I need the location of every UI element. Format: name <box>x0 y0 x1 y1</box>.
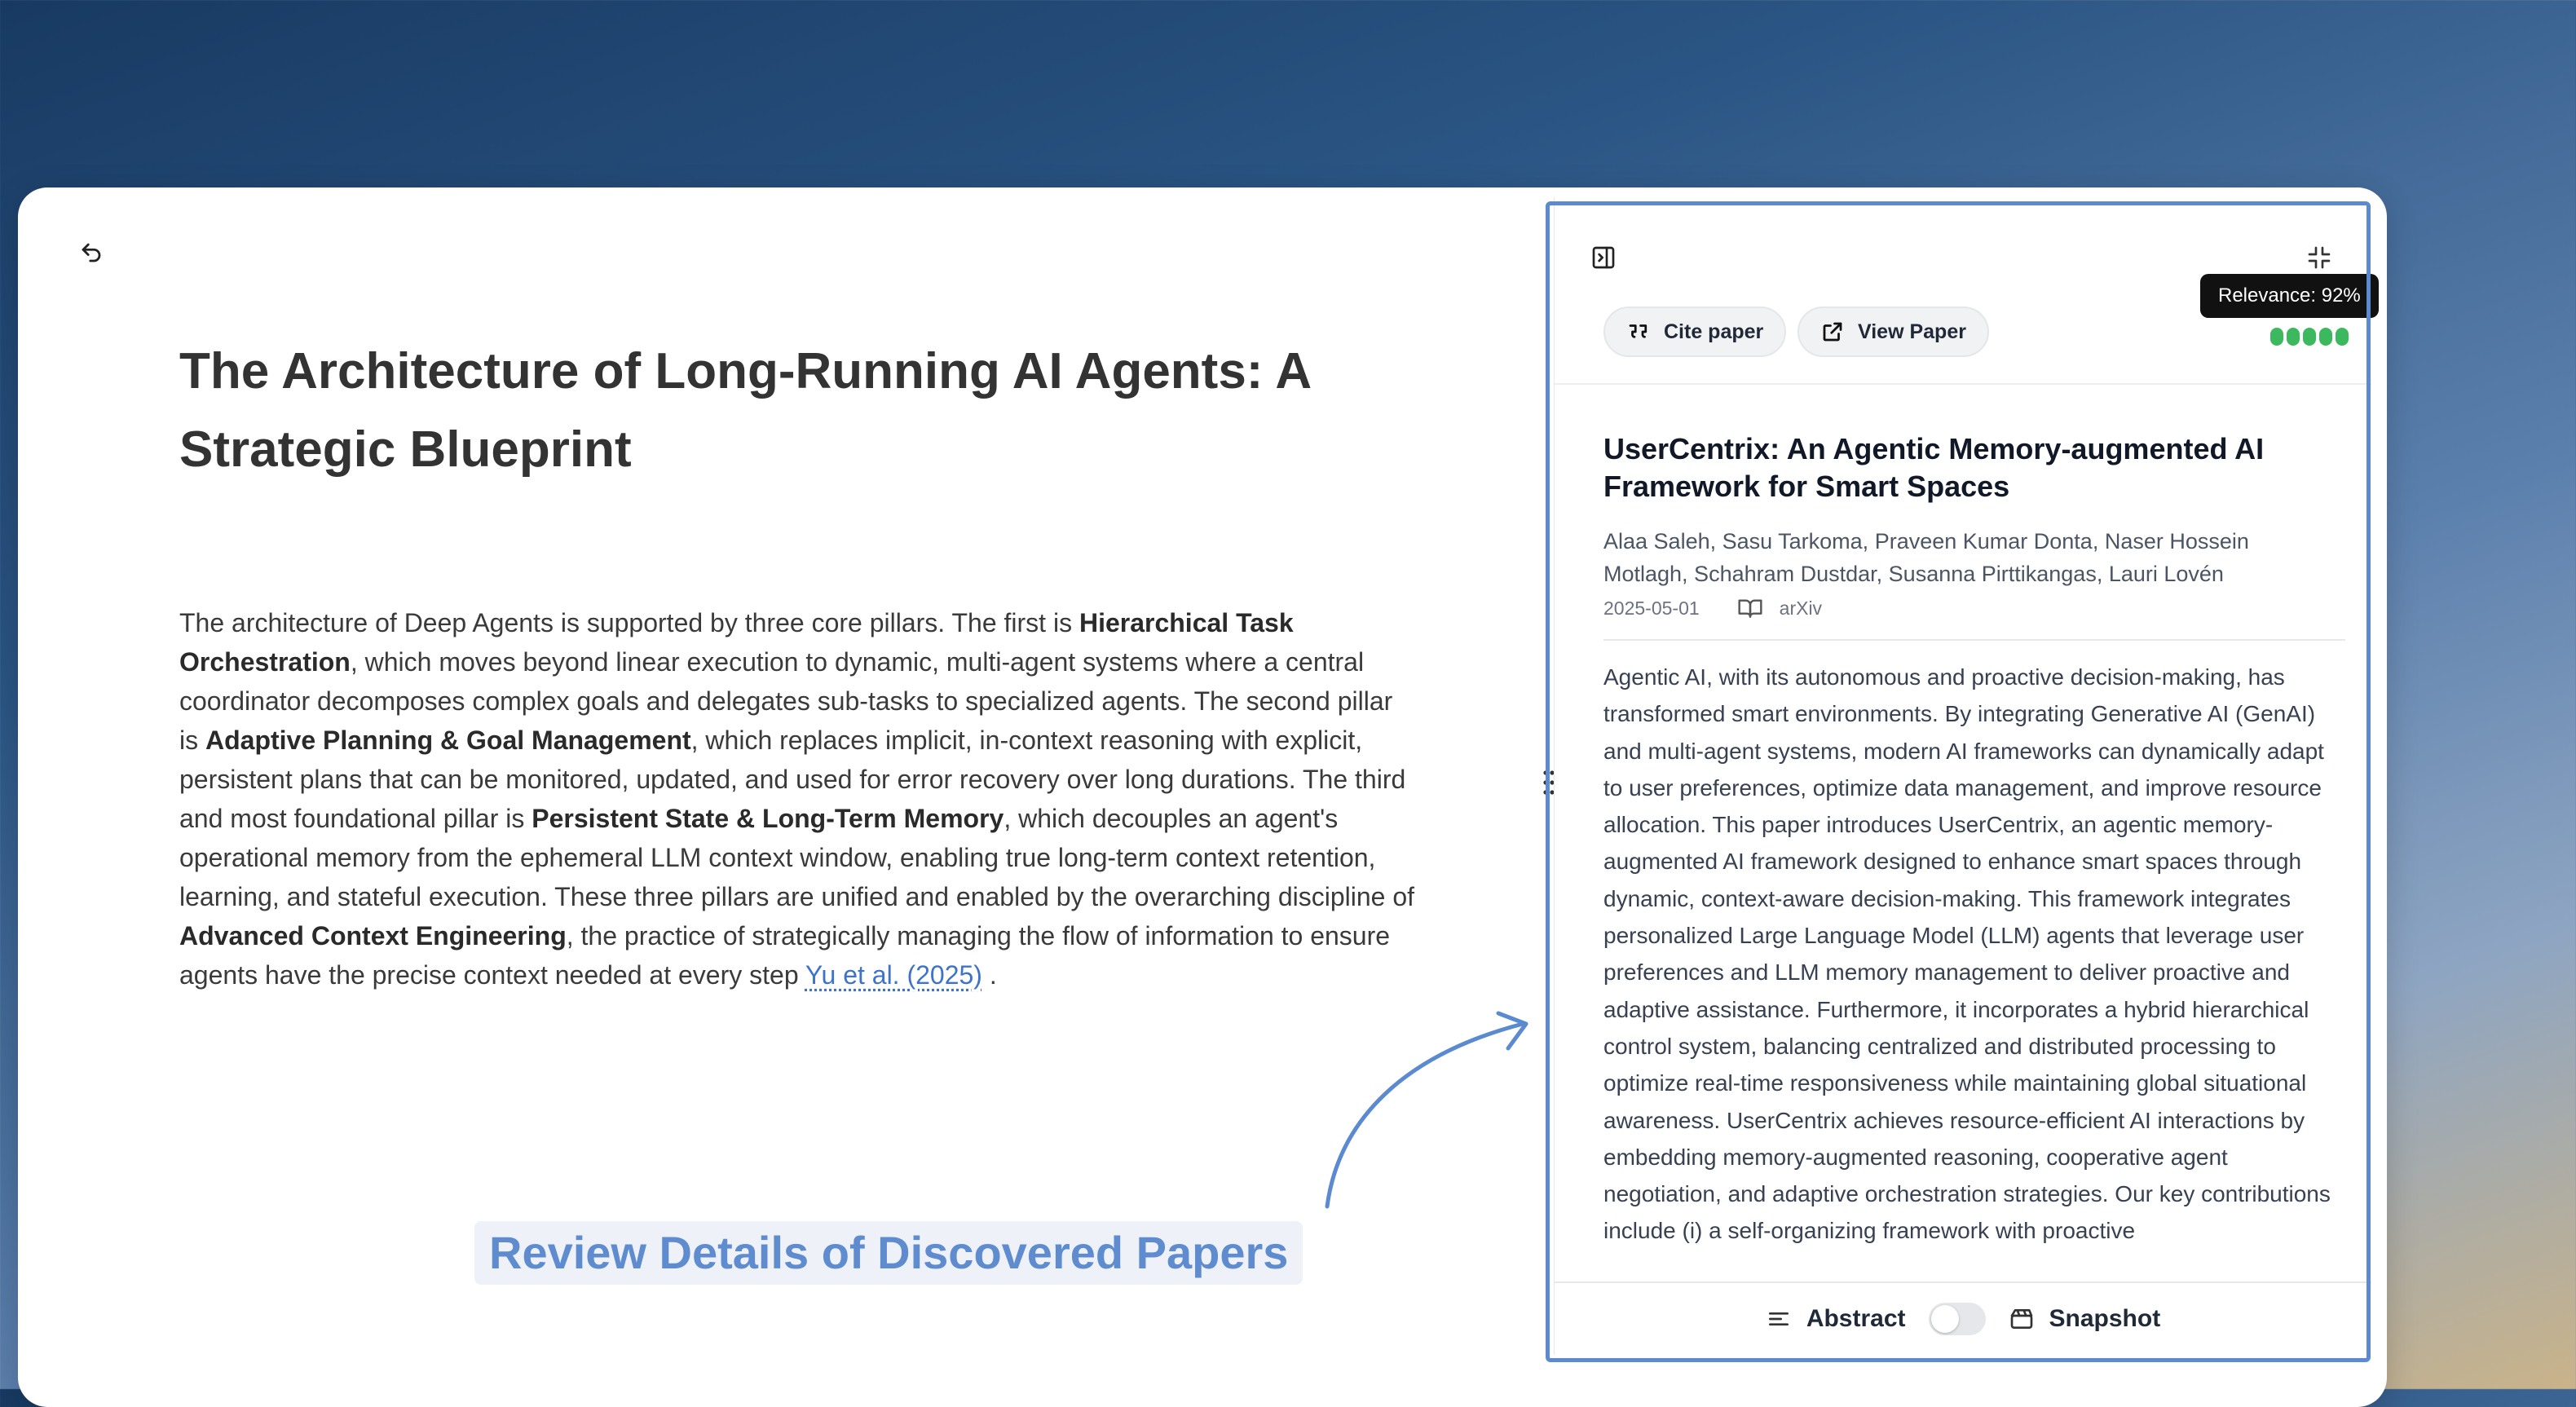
document-paragraph <box>179 603 1418 995</box>
paper-source <box>1737 595 1822 621</box>
view-paper-button[interactable] <box>1797 307 1989 357</box>
cite-paper-label: Cite paper <box>1664 320 1764 343</box>
panel-footer <box>1555 1281 2371 1355</box>
sidebar-collapse-icon <box>1590 245 1617 271</box>
relevance-dot <box>2287 328 2300 346</box>
paper-meta <box>1603 595 1822 621</box>
relevance-tooltip: Relevance: 92% <box>2200 274 2379 318</box>
paragraph-text: The architecture of Deep Agents is supported by three core pillars. The first is <box>179 608 1079 637</box>
divider <box>1555 383 2371 385</box>
abstract-label: Abstract <box>1806 1305 1906 1332</box>
snapshot-view-button[interactable] <box>2009 1305 2161 1333</box>
app-window <box>18 187 2387 1407</box>
relevance-indicator[interactable] <box>2270 328 2349 346</box>
paper-source-label: arXiv <box>1779 597 1823 619</box>
callout-label: Review Details of Discovered Papers <box>474 1221 1303 1285</box>
relevance-dot <box>2336 328 2349 346</box>
paragraph-text: . <box>981 960 997 990</box>
relevance-dot <box>2303 328 2316 346</box>
external-link-icon <box>1820 320 1845 344</box>
callout-arrow-icon <box>1290 1003 1550 1247</box>
paragraph-text: , which replaces implicit, in-context reasoning with explicit, persistent plans that can be monitored, updated, and used for error recovery over long durations. The third and most foundational pillar is <box>179 726 1406 833</box>
paper-abstract: Agentic AI, with its autonomous and proactive decision-making, has transformed smart environments. By integrating Generative AI (GenAI) and multi-agent systems, modern AI frameworks can dynamically adapt to user preferences, optimize data management, and improve resource allocation. This paper introduces UserCentrix, an agentic memory-augmented AI framework designed to enhance smart spaces through dynamic, context-aware decision-making. This framework integrates personalized Large Language Model (LLM) agents that leverage user preferences and LLM memory management to deliver proactive and adaptive assistance. Furthermore, it incorporates a hybrid hierarchical control system, balancing centralized and distributed processing to optimize real-time responsiveness while maintaining global situational awareness. UserCentrix achieves resource-efficient AI interactions by embedding memory-augmented reasoning, cooperative agent negotiation, and adaptive orchestration strategies. Our key contributions include (i) a self-organizing framework with proactive <box>1603 664 2331 1244</box>
book-open-icon <box>1737 595 1763 621</box>
document-title: The Architecture of Long-Running AI Agents: A Strategic Blueprint <box>179 343 1310 478</box>
toggle-knob <box>1931 1305 1959 1333</box>
relevance-dot <box>2319 328 2332 346</box>
paragraph-text: , which moves beyond linear execution to dynamic, multi-agent systems where a central coordinator decomposes complex goals and delegates sub-tasks to specialized agents. The second pillar is <box>179 647 1393 755</box>
paper-authors: Alaa Saleh, Sasu Tarkoma, Praveen Kumar Donta, Naser Hossein Motlagh, Schahram Dustdar, Susanna Pirttikangas, Lauri Lovén <box>1603 529 2249 586</box>
paragraph-text: , the practice of strategically managing the flow of information to ensure agents have the precise context needed at every step <box>179 921 1391 990</box>
toggle-sidebar-button[interactable] <box>1581 235 1626 280</box>
paragraph-text: , which decouples an agent's operational memory from the ephemeral LLM context window, enabling true long-term context retention, learning, and stateful execution. These three pillars are unified and enabled by the overarching discipline of <box>179 804 1415 911</box>
view-toggle-switch[interactable] <box>1929 1303 1986 1335</box>
snapshot-label: Snapshot <box>2049 1305 2161 1332</box>
back-button[interactable] <box>67 228 116 277</box>
abstract-view-button[interactable] <box>1766 1305 1906 1333</box>
minimize-icon <box>2306 245 2332 271</box>
pillar-2: Adaptive Planning & Goal Management <box>205 726 691 755</box>
pillar-1: Hierarchical Task Orchestration <box>179 608 1294 677</box>
pillar-4: Advanced Context Engineering <box>179 921 567 950</box>
citation-link[interactable]: Yu et al. (2025) <box>805 960 982 990</box>
view-paper-label: View Paper <box>1858 320 1966 343</box>
paper-title: UserCentrix: An Agentic Memory-augmented AI Framework for Smart Spaces <box>1603 432 2265 503</box>
paper-details-panel <box>1554 197 2371 1355</box>
quote-icon <box>1626 320 1651 344</box>
divider <box>1603 639 2345 641</box>
text-lines-icon <box>1766 1306 1792 1332</box>
cite-paper-button[interactable] <box>1603 307 1786 357</box>
paper-date: 2025-05-01 <box>1603 597 1700 619</box>
relevance-dot <box>2270 328 2283 346</box>
pillar-3: Persistent State & Long-Term Memory <box>532 804 1004 833</box>
undo-icon <box>79 240 104 265</box>
clapperboard-icon <box>2009 1306 2035 1332</box>
